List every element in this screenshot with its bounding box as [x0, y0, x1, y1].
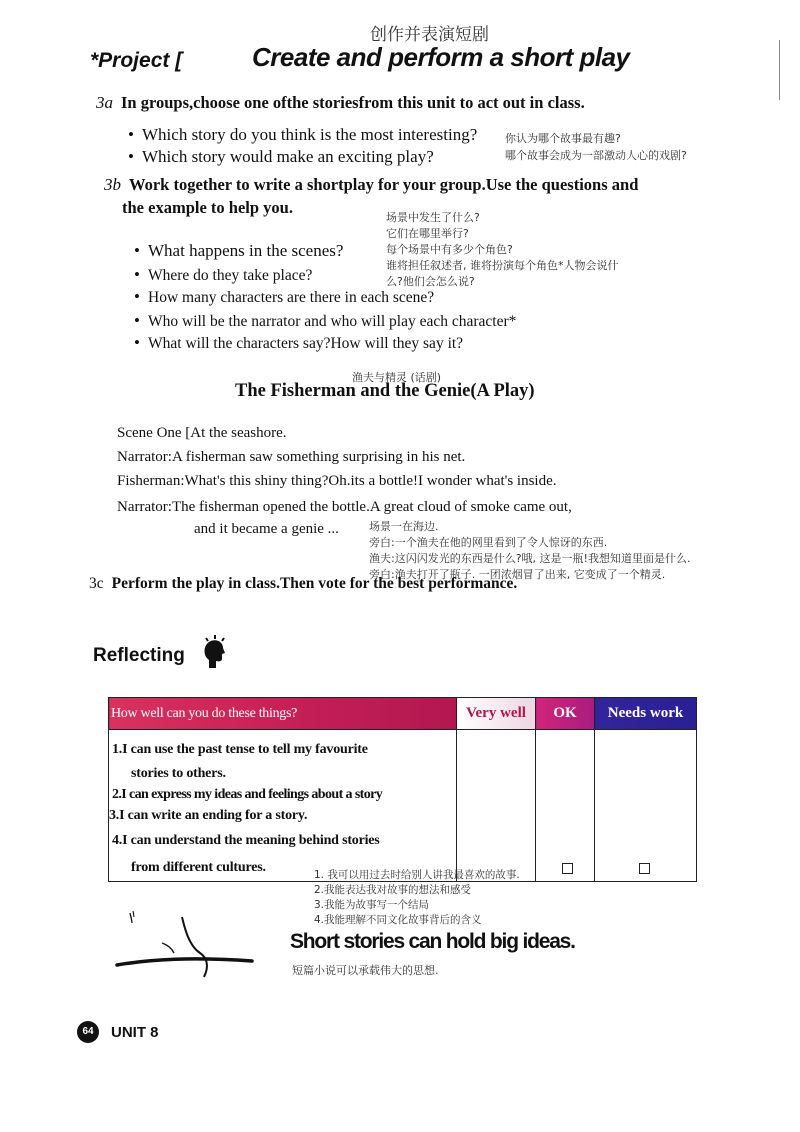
section-3a-note-1: 你认为哪个故事最有趣?	[505, 132, 621, 145]
statement-4: 4.I can understand the meaning behind stories	[112, 833, 380, 848]
page-number-badge: 64	[77, 1021, 99, 1043]
project-label: *Project [	[90, 49, 183, 72]
section-3a-bullet-2: • Which story would make an exciting play?	[128, 147, 434, 167]
play-line-4: Narrator:The fisherman opened the bottle.A great cloud of smoke came out,	[117, 499, 572, 515]
section-3b-bullet-2: • Where do they take place?	[134, 265, 312, 285]
section-3b-note-4: 谁将担任叙述者, 谁将扮演每个角色*人物会说什	[386, 259, 619, 272]
section-3b-heading	[104, 175, 638, 195]
reflecting-heading: Reflecting	[93, 645, 185, 666]
section-3b-note-3: 每个场景中有多少个角色?	[386, 243, 513, 256]
reflecting-table	[108, 697, 697, 882]
play-note-2: 旁白:一个渔夫在他的网里看到了令人惊讶的东西.	[369, 536, 608, 549]
reflecting-table-header	[109, 698, 697, 730]
ok-checkbox[interactable]	[562, 863, 573, 874]
reflecting-table-body	[109, 730, 697, 882]
very-well-cell[interactable]	[457, 730, 536, 882]
section-3a-bullet-1: • Which story do you think is the most interesting?	[128, 125, 477, 145]
play-note-3: 渔夫:这闪闪发光的东西是什么?哦, 这是一瓶!我想知道里面是什么.	[369, 552, 691, 565]
statement-1: 1.I can use the past tense to tell my favourite	[112, 742, 368, 757]
section-3a-heading	[96, 93, 585, 113]
section-3b-note-2: 它们在哪里举行?	[386, 227, 469, 240]
reflecting-note-1: 1. 我可以用过去时给别人讲我最喜欢的故事.	[314, 869, 520, 881]
section-3b-note-5: 么?他们会怎么说?	[386, 275, 475, 288]
header-very-well: Very well	[457, 698, 536, 730]
book-lamp-illustration	[112, 905, 262, 990]
play-line-3: Fisherman:What's this shiny thing?Oh.its a bottle!I wonder what's inside.	[117, 473, 557, 489]
header-question: How well can you do these things?	[109, 698, 457, 730]
reflecting-note-3: 3.我能为故事写一个结局	[314, 899, 430, 911]
section-3b-number: 3b	[104, 175, 121, 194]
play-line-2: Narrator:A fisherman saw something surprising in his net.	[117, 449, 466, 465]
reflecting-note-2: 2.我能表达我对故事的想法和感受	[314, 884, 472, 896]
section-3c-number: 3c	[89, 575, 104, 592]
play-note-4: 旁白:渔夫打开了瓶子. 一团浓烟冒了出来, 它变成了一个精灵.	[369, 568, 666, 581]
play-title-note: 渔夫与精灵 (话剧)	[352, 371, 442, 384]
section-3a-instruction: In groups,choose one ofthe storiesfrom this unit to act out in class.	[121, 93, 585, 112]
statements-cell	[109, 730, 457, 882]
section-3b-bullet-5: • What will the characters say?How will they say it?	[134, 333, 463, 353]
section-3a-number: 3a	[96, 93, 113, 112]
thinking-head-icon	[201, 634, 227, 675]
section-3a-note-2: 哪个故事会成为一部激动人心的戏剧?	[505, 149, 687, 162]
handwritten-title-note: 创作并表演短剧	[370, 25, 489, 45]
statement-3: 3.I can write an ending for a story.	[109, 808, 308, 823]
section-3c-instruction: Perform the play in class.Then vote for the best performance.	[111, 575, 518, 592]
needs-work-checkbox[interactable]	[639, 863, 650, 874]
statement-4-cont: from different cultures.	[131, 860, 266, 875]
section-3c-heading	[89, 575, 517, 593]
play-line-5: and it became a genie ...	[194, 521, 339, 537]
section-3b-note-1: 场景中发生了什么?	[386, 211, 480, 224]
statement-1-cont: stories to others.	[131, 766, 226, 781]
header-ok: OK	[536, 698, 595, 730]
play-title: The Fisherman and the Genie(A Play)	[235, 381, 535, 401]
needs-work-cell[interactable]	[595, 730, 697, 882]
big-idea-text: Short stories can hold big ideas.	[290, 930, 575, 953]
play-line-1: Scene One [At the seashore.	[117, 425, 287, 441]
unit-label: UNIT 8	[111, 1024, 159, 1041]
ok-cell[interactable]	[536, 730, 595, 882]
page-edge-line	[779, 40, 780, 100]
section-3b-bullet-1: • What happens in the scenes?	[134, 241, 343, 261]
big-idea-note: 短篇小说可以承载伟大的思想.	[292, 964, 439, 977]
section-3b-instruction-line2: the example to help you.	[122, 198, 293, 217]
section-3b-instruction-line1: Work together to write a shortplay for your group.Use the questions and	[129, 175, 639, 194]
page-title: Create and perform a short play	[252, 42, 630, 72]
play-note-1: 场景一在海边.	[369, 520, 439, 533]
section-3b-bullet-4: • Who will be the narrator and who will play each character*	[134, 311, 516, 331]
section-3b-bullet-3: • How many characters are there in each scene?	[134, 287, 434, 307]
reflecting-note-4: 4.我能理解不同文化故事背后的含义	[314, 914, 482, 926]
header-needs-work: Needs work	[595, 698, 697, 730]
statement-2: 2.I can express my ideas and feelings about a story	[112, 787, 383, 802]
